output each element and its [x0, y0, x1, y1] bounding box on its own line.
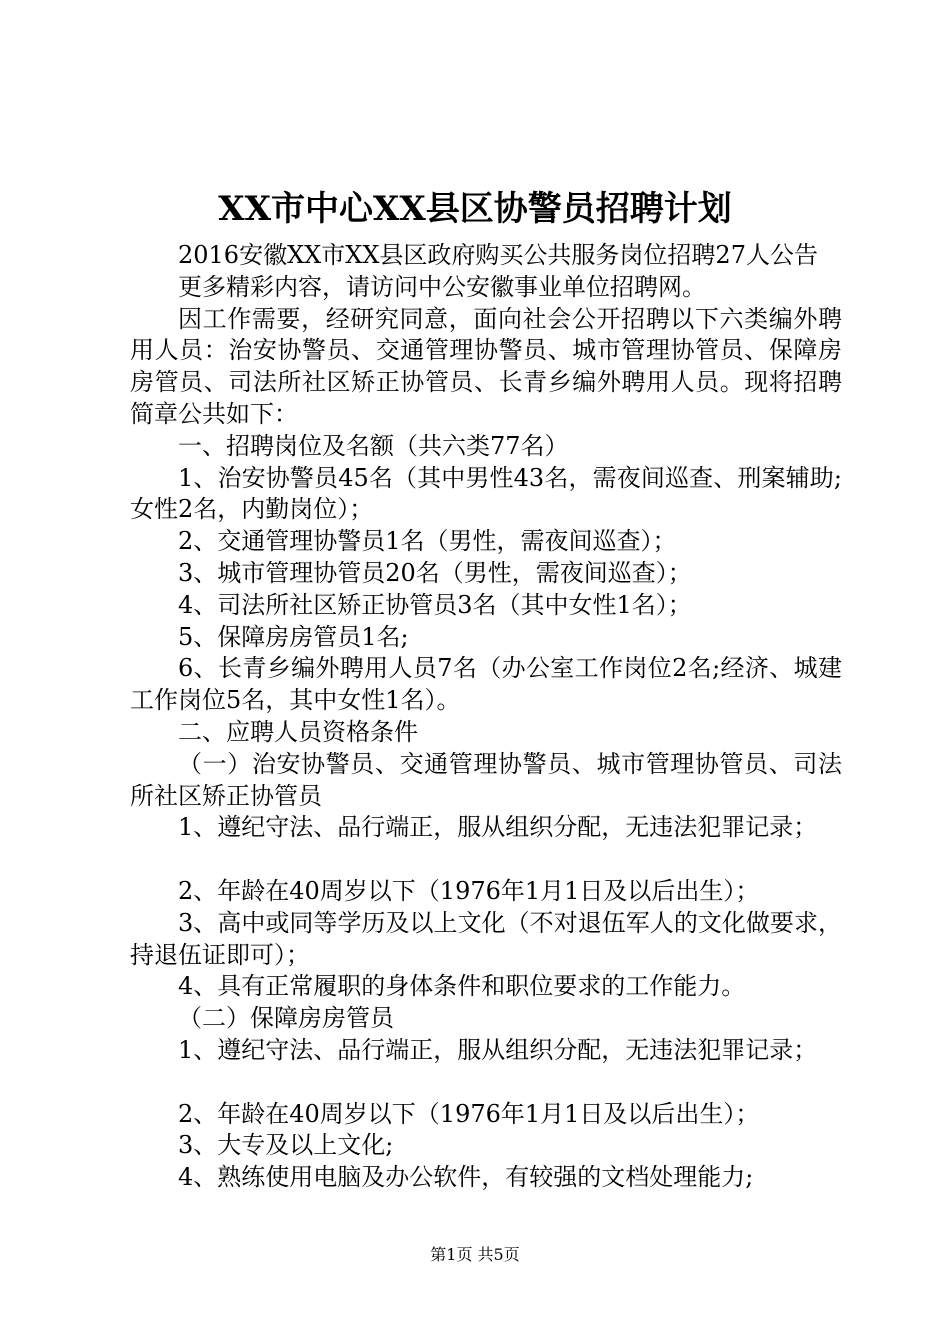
- document-title: XX市中心XX县区协警员招聘计划: [218, 189, 732, 229]
- blank-line: [130, 1067, 842, 1099]
- paragraph: 2016安徽XX市XX县区政府购买公共服务岗位招聘27人公告: [178, 241, 818, 269]
- subsection-heading: （一）治安协警员、交通管理协警员、城市管理协管员、司法所社区矫正协管员: [130, 749, 842, 810]
- paragraph: 2、年龄在40周岁以下（1976年1月1日及以后出生）；: [178, 1099, 760, 1128]
- blank-line: [130, 844, 842, 876]
- paragraph: 因工作需要，经研究同意，面向社会公开招聘以下六类编外聘用人员：治安协警员、交通管理协警员、城市管理协管员、保障房房管员、司法所社区矫正协管员、长青乡编外聘用人员。现将招聘简章公共如下：: [130, 304, 842, 428]
- paragraph: 更多精彩内容，请访问中公安徽事业单位招聘网。: [178, 272, 706, 301]
- page-number: 第1页 共5页: [430, 1245, 520, 1264]
- paragraph: 5、保障房房管员1名;: [178, 622, 409, 651]
- paragraph: 1、遵纪守法、品行端正，服从组织分配，无违法犯罪记录；: [178, 813, 818, 842]
- subsection-heading: （二）保障房房管员: [178, 1004, 394, 1033]
- section-heading: 一、招聘岗位及名额（共六类77名）: [178, 431, 569, 460]
- document-body: [130, 240, 842, 1194]
- section-heading: 二、应聘人员资格条件: [178, 717, 418, 746]
- paragraph: 4、司法所社区矫正协管员3名（其中女性1名）；: [178, 590, 692, 619]
- paragraph: 3、城市管理协管员20名（男性，需夜间巡查）；: [178, 558, 692, 587]
- paragraph: 2、年龄在40周岁以下（1976年1月1日及以后出生）；: [178, 876, 760, 905]
- paragraph: 1、治安协警员45名（其中男性43名，需夜间巡查、刑案辅助;女性2名，内勤岗位）；: [130, 463, 842, 524]
- paragraph: 4、具有正常履职的身体条件和职位要求的工作能力。: [178, 972, 746, 1001]
- paragraph: 2、交通管理协警员1名（男性，需夜间巡查）；: [178, 527, 677, 556]
- paragraph: 3、高中或同等学历及以上文化（不对退伍军人的文化做要求，持退伍证即可）；: [130, 908, 842, 969]
- paragraph: 6、长青乡编外聘用人员7名（办公室工作岗位2名;经济、城建工作岗位5名，其中女性1名）。: [130, 654, 842, 715]
- paragraph: 1、遵纪守法、品行端正，服从组织分配，无违法犯罪记录；: [178, 1035, 818, 1064]
- paragraph: 4、熟练使用电脑及办公软件，有较强的文档处理能力;: [178, 1163, 754, 1192]
- paragraph: 3、大专及以上文化;: [178, 1131, 394, 1160]
